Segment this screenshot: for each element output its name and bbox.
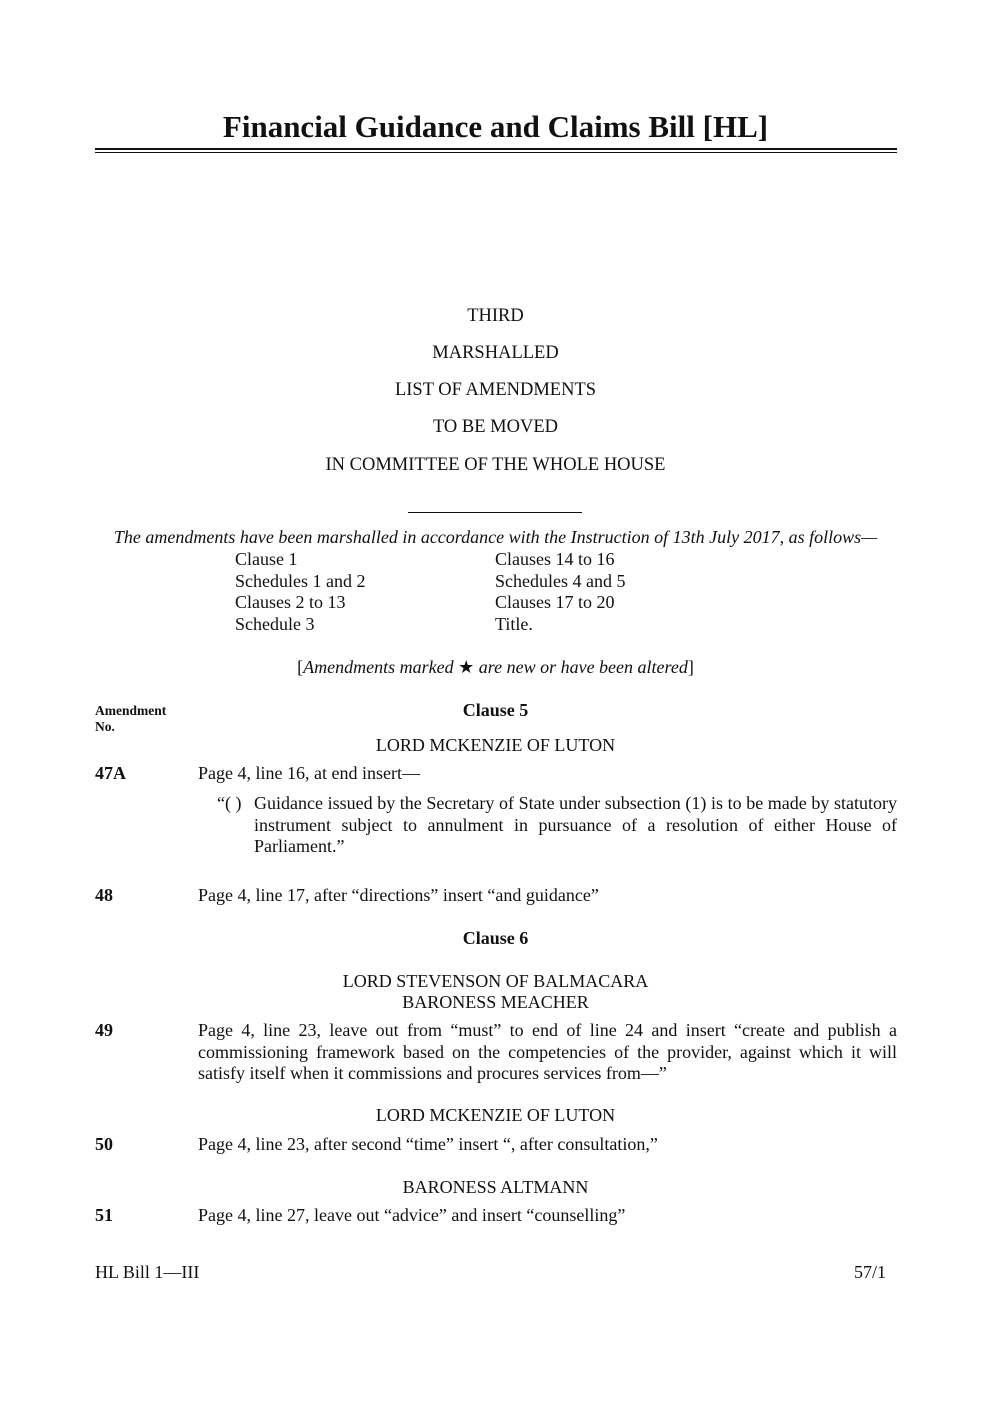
order-item: Schedules 1 and 2: [235, 571, 366, 591]
inserted-text: Guidance issued by the Secretary of State under subsection (1) is to be made by statutory instrument subject to annulment in pursuance of a resolution of either House of Parliament.”: [254, 793, 897, 856]
order-item: Clauses 14 to 16: [495, 549, 615, 569]
note-text: are new or have been altered: [474, 657, 688, 677]
order-item: Clauses 17 to 20: [495, 592, 615, 612]
star-icon: ★: [458, 657, 475, 677]
amendment-number: 48: [95, 885, 113, 905]
mover-name: LORD MCKENZIE OF LUTON: [375, 1105, 616, 1125]
quote-mark: “( ): [217, 793, 242, 813]
amendment-number: 50: [95, 1134, 113, 1154]
order-item: Clauses 2 to 13: [235, 592, 346, 612]
bill-title: Financial Guidance and Claims Bill [HL]: [222, 109, 769, 144]
amendment-number: 51: [95, 1205, 113, 1225]
clause-heading: Clause 5: [462, 700, 529, 720]
amendment-number: 47A: [95, 763, 126, 783]
intro-text: The amendments have been marshalled in accordance with the Instruction of 13th July 2017, as follows—: [113, 527, 878, 547]
mover-name: LORD MCKENZIE OF LUTON: [375, 735, 616, 755]
title-rule-top: [95, 148, 897, 150]
separator: [408, 512, 582, 513]
amendment-number: 49: [95, 1020, 113, 1040]
order-item: Schedule 3: [235, 614, 315, 634]
amendment-no-label: Amendment No.: [95, 703, 167, 734]
footer-page-ref: 57/1: [853, 1262, 886, 1282]
note-text: Amendments marked: [303, 657, 459, 677]
order-item: Clause 1: [235, 549, 298, 569]
star-note: [0, 657, 991, 678]
heading-line: LIST OF AMENDMENTS: [394, 380, 597, 400]
mover-name: LORD STEVENSON OF BALMACARA: [342, 971, 649, 991]
amendment-text: Page 4, line 17, after “directions” insert “and guidance”: [198, 885, 599, 905]
amendment-text: Page 4, line 23, after second “time” insert “, after consultation,”: [198, 1134, 658, 1154]
heading-line: TO BE MOVED: [432, 417, 559, 437]
mover-name: BARONESS MEACHER: [402, 992, 589, 1012]
heading-line: IN COMMITTEE OF THE WHOLE HOUSE: [325, 455, 666, 475]
clause-heading: Clause 6: [462, 928, 529, 948]
amendment-text: Page 4, line 27, leave out “advice” and insert “counselling”: [198, 1205, 626, 1225]
bracket: ]: [687, 657, 694, 677]
heading-line: THIRD: [467, 306, 524, 326]
amendment-text: Page 4, line 23, leave out from “must” to end of line 24 and insert “create and publish a commissioning framework based on the competencies of the provider, against which it will satisfy itself when it commissions and procures services from—”: [198, 1020, 897, 1083]
title-rule-bottom: [95, 152, 897, 153]
order-item: Title.: [495, 614, 533, 634]
bracket: [: [297, 657, 304, 677]
mover-name: BARONESS ALTMANN: [402, 1177, 589, 1197]
amendment-text: Page 4, line 16, at end insert—: [198, 763, 420, 783]
order-item: Schedules 4 and 5: [495, 571, 626, 591]
heading-line: MARSHALLED: [432, 343, 559, 363]
footer-bill-ref: HL Bill 1—III: [95, 1262, 200, 1282]
